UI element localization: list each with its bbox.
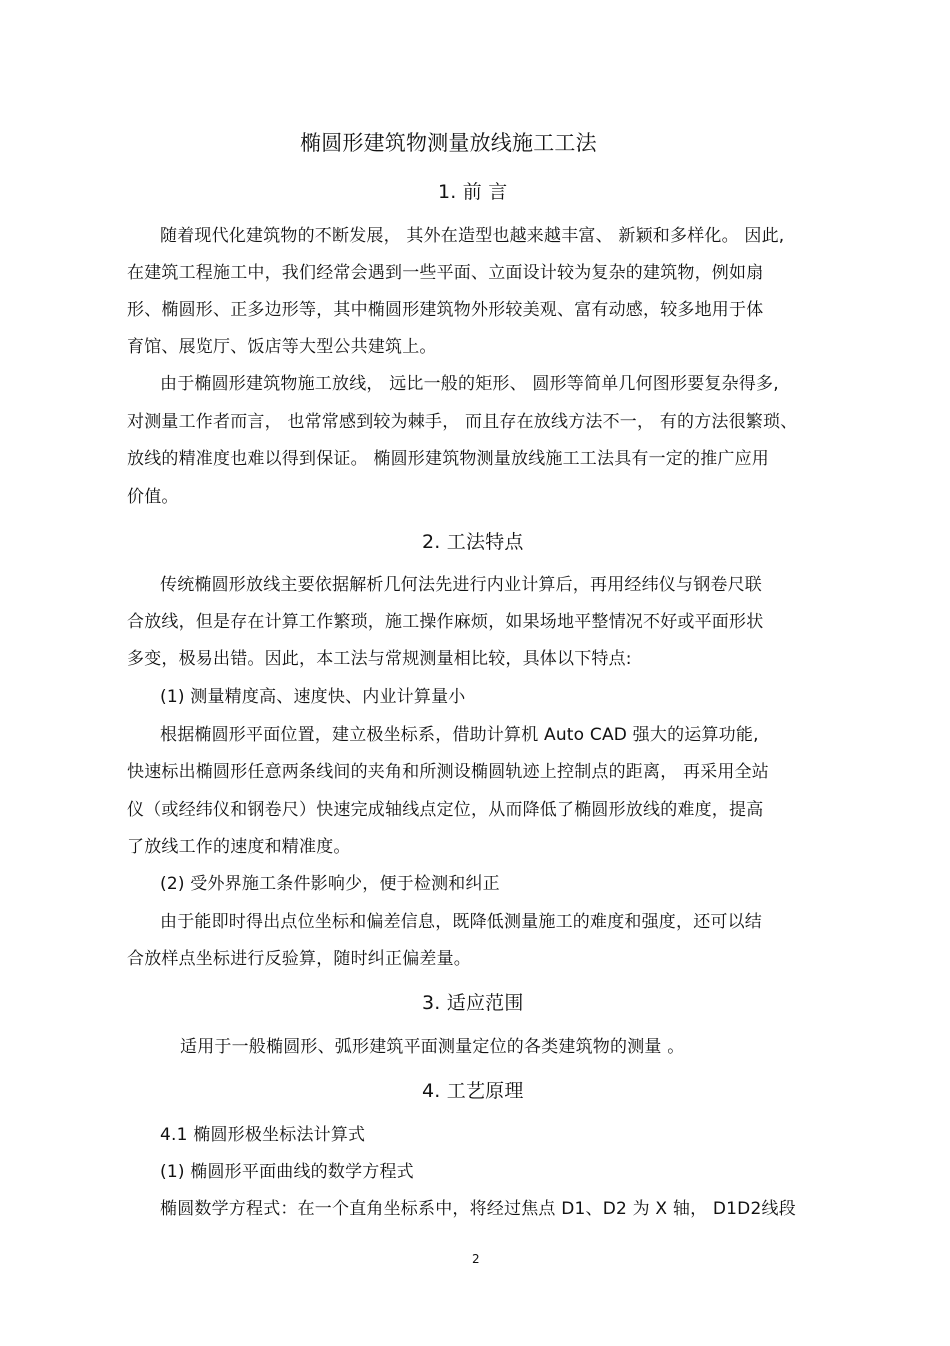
section-2-heading: 2. 工法特点: [422, 531, 524, 553]
s2-item1: (1) 测量精度高、速度快、内业计算量小: [160, 687, 466, 707]
s1-p2-line2: 对测量工作者而言， 也常常感到较为棘手， 而且存在放线方法不一， 有的方法很繁琐、: [127, 412, 798, 432]
s2-item2: (2) 受外界施工条件影响少，便于检测和纠正: [160, 874, 500, 894]
s4-p1: 椭圆数学方程式：在一个直角坐标系中，将经过焦点 D1、D2 为 X 轴， D1D2线段: [160, 1199, 796, 1219]
s4-item1: (1) 椭圆形平面曲线的数学方程式: [160, 1162, 414, 1182]
s2-p3-line2: 合放样点坐标进行反验算，随时纠正偏差量。: [127, 949, 471, 969]
doc-title: 椭圆形建筑物测量放线施工工法: [300, 131, 597, 155]
s2-p1-line1: 传统椭圆形放线主要依据解析几何法先进行内业计算后，再用经纬仪与钢卷尺联: [160, 575, 762, 595]
s4-sub1: 4.1 椭圆形极坐标法计算式: [160, 1125, 366, 1145]
section-4-heading: 4. 工艺原理: [422, 1080, 524, 1102]
s1-p1-line2: 在建筑工程施工中，我们经常会遇到一些平面、立面设计较为复杂的建筑物，例如扇: [127, 263, 764, 283]
s1-p1-line1: 随着现代化建筑物的不断发展， 其外在造型也越来越丰富、 新颖和多样化。 因此,: [160, 226, 785, 246]
page-number: 2: [472, 1252, 480, 1266]
s2-p1-line2: 合放线，但是存在计算工作繁琐，施工操作麻烦，如果场地平整情况不好或平面形状: [127, 612, 764, 632]
s2-p2-line1: 根据椭圆形平面位置，建立极坐标系，借助计算机 Auto CAD 强大的运算功能,: [160, 725, 759, 745]
section-1-heading: 1. 前 言: [438, 181, 508, 203]
s2-p2-line4: 了放线工作的速度和精准度。: [127, 837, 351, 857]
s3-p1: 适用于一般椭圆形、弧形建筑平面测量定位的各类建筑物的测量 。: [180, 1037, 685, 1057]
s2-p1-line3: 多变，极易出错。因此，本工法与常规测量相比较，具体以下特点:: [127, 649, 632, 669]
s1-p1-line4: 育馆、展览厅、饭店等大型公共建筑上。: [127, 337, 437, 357]
s1-p1-line3: 形、椭圆形、正多边形等，其中椭圆形建筑物外形较美观、富有动感，较多地用于体: [127, 300, 764, 320]
s1-p2-line4: 价值。: [127, 487, 179, 507]
section-3-heading: 3. 适应范围: [422, 992, 524, 1014]
s1-p2-line3: 放线的精准度也难以得到保证。 椭圆形建筑物测量放线施工工法具有一定的推广应用: [127, 449, 770, 469]
s2-p3-line1: 由于能即时得出点位坐标和偏差信息，既降低测量施工的难度和强度，还可以结: [160, 912, 762, 932]
s1-p2-line1: 由于椭圆形建筑物施工放线， 远比一般的矩形、 圆形等简单几何图形要复杂得多,: [160, 374, 779, 394]
s2-p2-line3: 仪（或经纬仪和钢卷尺）快速完成轴线点定位，从而降低了椭圆形放线的难度，提高: [127, 800, 764, 820]
s2-p2-line2: 快速标出椭圆形任意两条线间的夹角和所测设椭圆轨迹上控制点的距离， 再采用全站: [127, 762, 770, 782]
